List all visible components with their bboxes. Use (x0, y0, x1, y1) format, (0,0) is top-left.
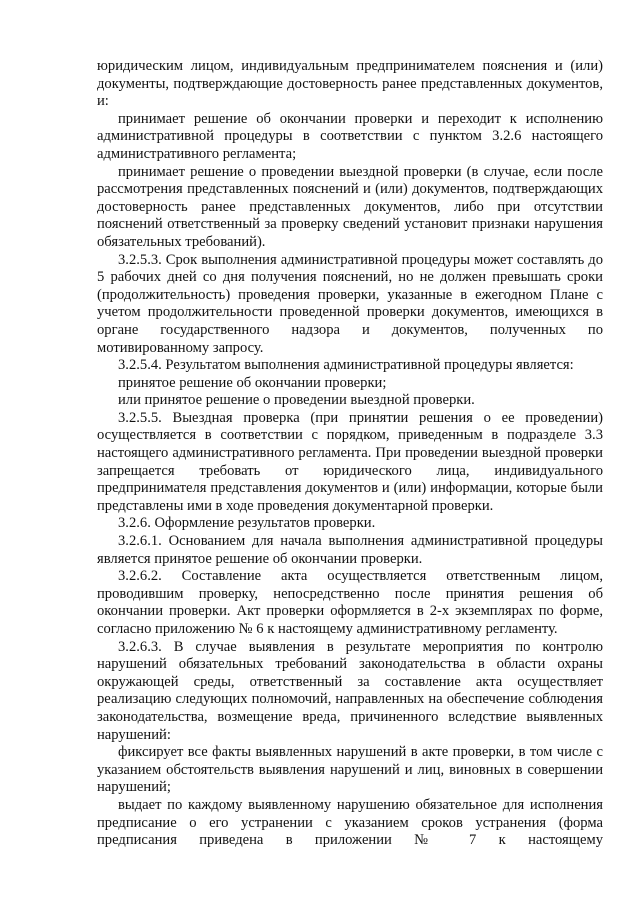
paragraph-13: фиксирует все факты выявленных нарушений в акте проверки, в том числе с указанием обстоятельств выявления нарушений и лиц, виновных в совершении нарушений; (97, 744, 603, 796)
paragraph-6: принятое решение об окончании проверки; (118, 374, 387, 391)
paragraph-7: или принятое решение о проведении выездной проверки. (118, 392, 475, 409)
paragraph-12: 3.2.6.3. В случае выявления в результате мероприятия по контролю нарушений обязательных требований законодательства в области охраны окружающей среды, ответственный за составление акта осуществляет реализацию следующих полномочий, направленных на обеспечение соблюдения законодательства, возмещение вреда, причиненного вследствие выявленных нарушений: (97, 638, 603, 743)
paragraph-5: 3.2.5.4. Результатом выполнения административной процедуры является: (118, 357, 574, 374)
paragraph-10: 3.2.6.1. Основанием для начала выполнения административной процедуры является принятое решение об окончании проверки. (97, 533, 603, 567)
paragraph-8: 3.2.5.5. Выездная проверка (при принятии решения о ее проведении) осуществляется в соответствии с порядком, приведенным в подразделе 3.3 настоящего административного регламента. При проведении выездной проверки запрещается требовать от юридического лица, индивидуального предпринимателя представления документов и (или) информации, которые были представлены ими в ходе проведения документарной проверки. (97, 409, 603, 514)
document-body (97, 58, 603, 850)
paragraph-3: принимает решение о проведении выездной проверки (в случае, если после рассмотрения представленных пояснений и (или) документов, подтверждающих достоверность ранее представленных документов, либо при отсутствии пояснений ответственный за проверку сведений установит признаки нарушения обязательных требований). (97, 163, 603, 250)
paragraph-4: 3.2.5.3. Срок выполнения административной процедуры может составлять до 5 рабочих дней со дня получения пояснений, но не должен превышать сроки (продолжительность) проведения проверки, указанные в ежегодном Плане с учетом продолжительности проведенной проверки документов, имеющихся в органе государственного надзора и документов, полученных по мотивированному запросу. (97, 251, 603, 356)
paragraph-14: выдает по каждому выявленному нарушению обязательное для исполнения предписание о его устранении с указанием сроков устранения (форма предписания приведена в приложении № 7 к настоящему (97, 796, 603, 849)
paragraph-9: 3.2.6. Оформление результатов проверки. (118, 515, 376, 532)
paragraph-1: юридическим лицом, индивидуальным предпринимателем пояснения и (или) документы, подтверждающие достоверность ранее представленных документов, и: (97, 58, 603, 110)
paragraph-2: принимает решение об окончании проверки и переходит к исполнению административной процедуры в соответствии с пунктом 3.2.6 настоящего административного регламента; (97, 110, 603, 162)
paragraph-11: 3.2.6.2. Составление акта осуществляется ответственным лицом, проводившим проверку, непосредственно после принятия решения об окончании проверки. Акт проверки оформляется в 2-х экземплярах по форме, согласно приложению № 6 к настоящему административному регламенту. (97, 568, 603, 637)
